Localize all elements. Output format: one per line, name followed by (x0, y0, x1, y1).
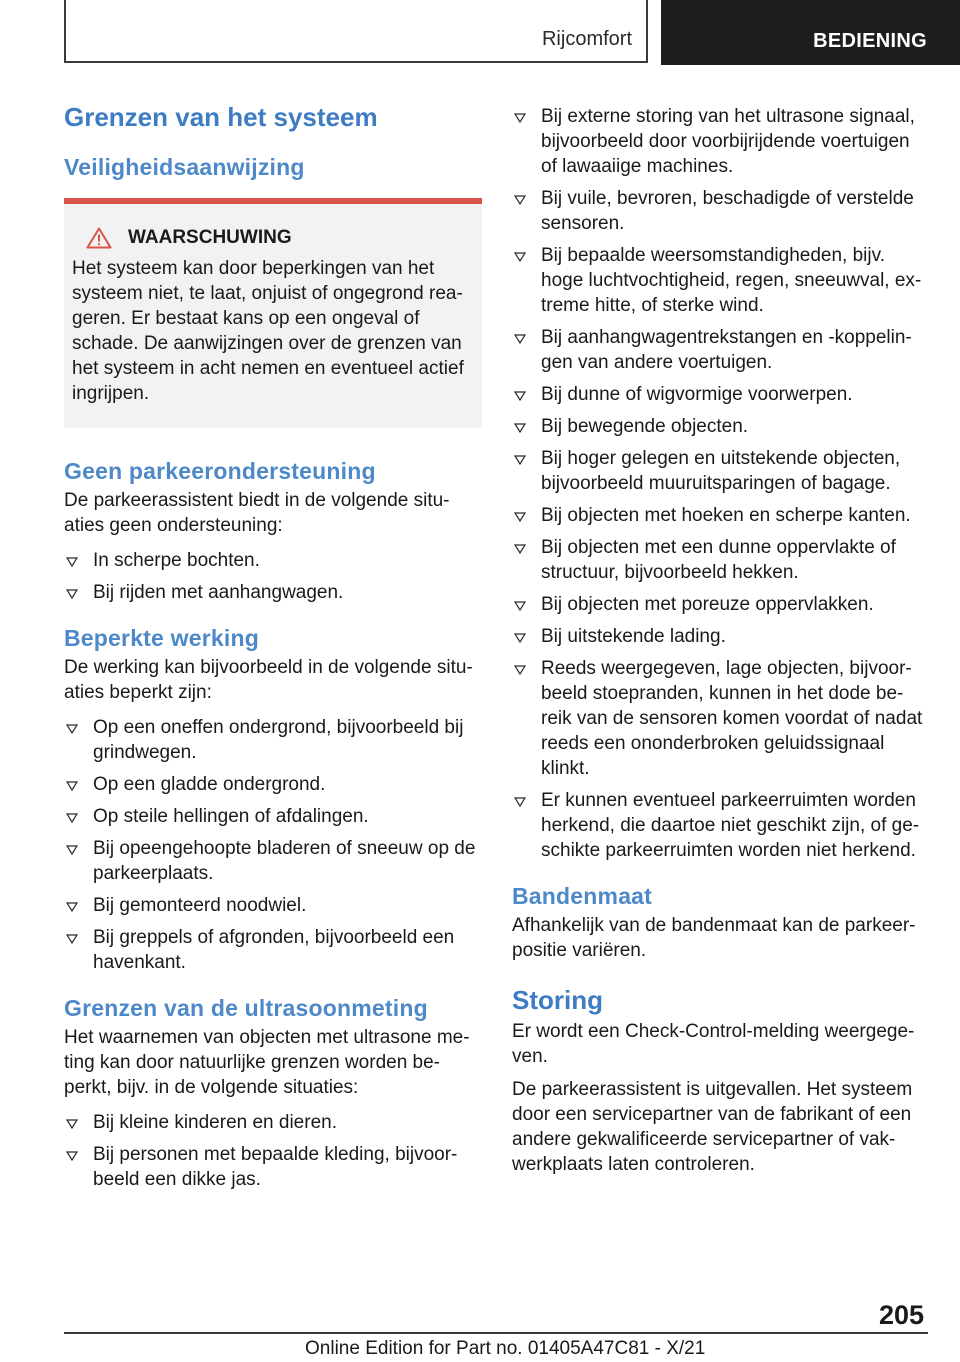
list-item-text: Bij objecten met poreuze oppervlakken. (541, 594, 874, 615)
warning-title-row (86, 224, 474, 252)
tires-heading: Bandenmaat (512, 883, 653, 909)
triangle-bullet-icon (514, 391, 526, 401)
list-item-text: Bij hoger gelegen en uitstekende objecten, bijvoorbeeld muuruitsparingen of bagage. (541, 448, 901, 494)
right-column (512, 104, 926, 1177)
list-item (512, 414, 926, 439)
triangle-bullet-icon (514, 334, 526, 344)
footer-edition: Online Edition for Part no. 01405A47C81 - X/21 (305, 1338, 706, 1359)
triangle-bullet-icon (66, 1151, 78, 1161)
ultrasonic-list (64, 1110, 482, 1192)
warning-box (64, 198, 482, 428)
safety-heading: Veiligheidsaanwijzing (64, 154, 305, 180)
triangle-bullet-icon (66, 724, 78, 734)
triangle-bullet-icon (66, 902, 78, 912)
list-item (64, 1110, 482, 1135)
list-item-text: Bij gemonteerd noodwiel. (93, 895, 307, 916)
triangle-bullet-icon (514, 455, 526, 465)
list-item (64, 548, 482, 573)
triangle-bullet-icon (514, 544, 526, 554)
list-item (512, 503, 926, 528)
list-item-text: Bij rijden met aanhangwagen. (93, 582, 344, 603)
limited-section (64, 621, 482, 975)
list-item-text: Er kunnen eventueel parkeerruimten worden herkend, die daartoe niet geschikt zijn, of ge-schikte parkeerruimten worden niet herkend. (541, 790, 920, 861)
list-item (512, 592, 926, 617)
triangle-bullet-icon (514, 797, 526, 807)
list-item-text: Bij objecten met hoeken en scherpe kanten. (541, 505, 911, 526)
list-item (512, 656, 926, 781)
list-item-text: Bij opeengehoopte bladeren of sneeuw op de parkeerplaats. (93, 838, 476, 884)
list-item (512, 186, 926, 236)
list-item (64, 715, 482, 765)
triangle-bullet-icon (514, 601, 526, 611)
limited-intro: De werking kan bijvoorbeeld in de volgende situ-aties beperkt zijn: (64, 657, 473, 703)
triangle-bullet-icon (514, 633, 526, 643)
fault-heading: Storing (512, 985, 603, 1015)
list-item-text: In scherpe bochten. (93, 550, 260, 571)
warning-title: WAARSCHUWING (128, 227, 292, 248)
triangle-bullet-icon (514, 512, 526, 522)
list-item-text: Op een gladde ondergrond. (93, 774, 326, 795)
list-item (512, 446, 926, 496)
limited-list (64, 715, 482, 975)
no-support-intro: De parkeerassistent biedt in de volgende situ-aties geen ondersteuning: (64, 490, 450, 536)
triangle-bullet-icon (66, 781, 78, 791)
no-support-list (64, 548, 482, 605)
no-support-heading: Geen parkeerondersteuning (64, 458, 376, 484)
list-item-text: Bij personen met bepaalde kleding, bijvoor-beeld een dikke jas. (93, 1144, 458, 1190)
header-chapter-tab (661, 0, 960, 65)
list-item (64, 772, 482, 797)
list-item (64, 925, 482, 975)
header-frame (64, 0, 648, 63)
fault-text-1: Er wordt een Check-Control-melding weergege-ven. (512, 1021, 915, 1067)
limited-heading: Beperkte werking (64, 625, 259, 651)
list-item-text: Bij aanhangwagentrekstangen en -koppelin-gen van andere voertuigen. (541, 327, 912, 373)
list-item-text: Bij vuile, bevroren, beschadigde of verstelde sensoren. (541, 188, 914, 234)
footer-divider (64, 1332, 928, 1334)
ultrasonic-heading: Grenzen van de ultrasoonmeting (64, 995, 428, 1021)
page-header (0, 0, 960, 66)
triangle-bullet-icon (514, 195, 526, 205)
no-support-section (64, 454, 482, 605)
list-item (512, 104, 926, 179)
header-chapter-label: BEDIENING (813, 30, 927, 52)
fault-section (512, 981, 926, 1177)
list-item (64, 1142, 482, 1192)
triangle-bullet-icon (66, 845, 78, 855)
ultrasonic-intro: Het waarnemen van objecten met ultrasone me-ting kan door natuurlijke grenzen worden be-perkt, bijv. in de volgende situaties: (64, 1027, 470, 1098)
list-item (512, 624, 926, 649)
triangle-bullet-icon (514, 665, 526, 675)
list-item (64, 836, 482, 886)
header-section-title: Rijcomfort (541, 28, 632, 50)
list-item-text: Reeds weergegeven, lage objecten, bijvoor-beeld stoepranden, kunnen in het dode be-reik van de sensoren komen voordat of nadat reeds een ononderbroken geluidssignaal klinkt. (541, 658, 923, 779)
triangle-bullet-icon (514, 423, 526, 433)
list-item-text: Bij greppels of afgronden, bijvoorbeeld een havenkant. (93, 927, 455, 973)
triangle-bullet-icon (66, 589, 78, 599)
list-item (512, 535, 926, 585)
warning-text: Het systeem kan door beperkingen van het systeem niet, te laat, onjuist of ongegrond rea-geren. Er bestaat kans op een ongeval of schade. De aanwijzingen over de grenzen van het systeem in acht nemen en eventueel actief ingrijpen. (72, 258, 464, 404)
list-item-text: Bij uitstekende lading. (541, 626, 726, 647)
triangle-bullet-icon (514, 252, 526, 262)
warning-triangle-icon (86, 227, 112, 249)
list-item-text: Op steile hellingen of afdalingen. (93, 806, 369, 827)
list-item-text: Bij kleine kinderen en dieren. (93, 1112, 337, 1133)
tires-section (512, 879, 926, 963)
triangle-bullet-icon (66, 557, 78, 567)
ultrasonic-section (64, 991, 482, 1192)
triangle-bullet-icon (66, 934, 78, 944)
list-item-text: Bij bepaalde weersomstandigheden, bijv. hoge luchtvochtigheid, regen, sneeuwval, ex-treme hitte, of sterke wind. (541, 245, 922, 316)
list-item-text: Bij dunne of wigvormige voorwerpen. (541, 384, 853, 405)
list-item-text: Op een oneffen ondergrond, bijvoorbeeld bij grindwegen. (93, 717, 464, 763)
page-number: 205 (878, 1300, 924, 1330)
list-item-text: Bij externe storing van het ultrasone signaal, bijvoorbeeld door voorbijrijdende voertuigen of lawaaiige machines. (541, 106, 915, 177)
triangle-bullet-icon (66, 813, 78, 823)
page-title: Grenzen van het systeem (64, 102, 378, 132)
list-item (512, 382, 926, 407)
list-item (64, 804, 482, 829)
triangle-bullet-icon (66, 1119, 78, 1129)
triangle-bullet-icon (514, 113, 526, 123)
tires-text: Afhankelijk van de bandenmaat kan de parkeer-positie variëren. (512, 915, 916, 961)
list-item-text: Bij objecten met een dunne oppervlakte of structuur, bijvoorbeeld hekken. (541, 537, 896, 583)
list-item (512, 325, 926, 375)
list-item-text: Bij bewegende objecten. (541, 416, 749, 437)
left-column (64, 98, 482, 1199)
list-item (64, 893, 482, 918)
ultrasonic-list-continued (512, 104, 926, 863)
list-item (64, 580, 482, 605)
list-item (512, 788, 926, 863)
fault-text-2: De parkeerassistent is uitgevallen. Het systeem door een servicepartner van de fabrikant of een andere gekwalificeerde servicepartner of vak-werkplaats laten controleren. (512, 1079, 913, 1175)
list-item (512, 243, 926, 318)
